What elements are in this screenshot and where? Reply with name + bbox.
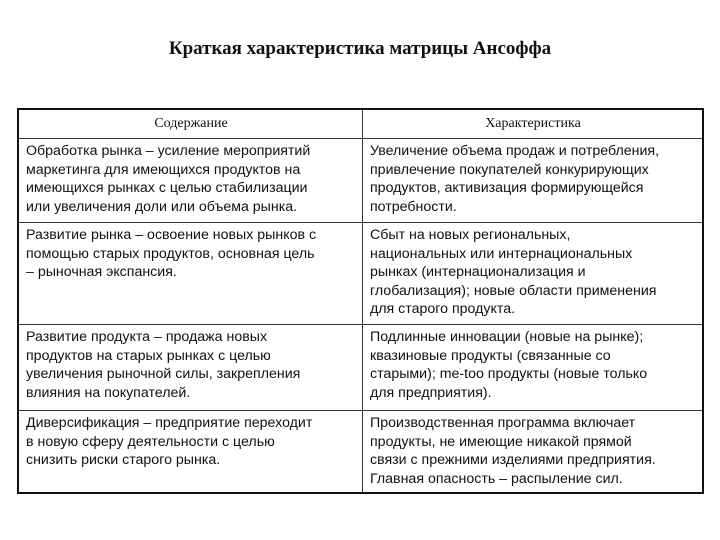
cell-line: продуктов на старых рынках с целью [26, 347, 271, 364]
cell-line: для старого продукта. [370, 301, 516, 317]
cell-line: Сбыт на новых региональных, [370, 227, 571, 243]
cell-line: в новую сферу деятельности с целью [26, 433, 275, 450]
cell-line: продукты, не имеющие никакой прямой [370, 433, 632, 450]
header-content: Содержание [18, 109, 363, 139]
cell-line: снизить риски старого рынка. [26, 452, 221, 468]
page-title: Краткая характеристика матрицы Ансоффа [168, 38, 552, 59]
cell-line: Развитие рынка – освоение новых рынков с [26, 227, 317, 243]
cell-line: рынках (интернационализация и [370, 264, 586, 280]
cell-line: Диверсификация – предприятие переходит [26, 415, 313, 431]
cell-line: старыми); me-too продукты (новые только [370, 366, 648, 382]
cell-line: имеющихся рынках с целью стабилизации [26, 180, 308, 196]
cell-line: увеличения рыночной силы, закрепления [26, 366, 301, 382]
table-row [18, 223, 703, 325]
cell-characteristic [363, 325, 704, 411]
table-row [18, 411, 703, 493]
cell-content [18, 139, 363, 223]
cell-content [18, 411, 363, 493]
cell-line: для предприятия). [370, 384, 492, 401]
cell-line: связи с прежними изделиями предприятия. [370, 452, 656, 468]
cell-line: Развитие продукта – продажа новых [26, 329, 268, 345]
cell-line: влияния на покупателей. [26, 384, 191, 401]
cell-line: продуктов, активизация формирующейся [370, 180, 644, 196]
table-header-row [18, 109, 703, 139]
cell-line: квазиновые продукты (связанные со [370, 347, 611, 364]
cell-line: национальных или интернациональных [370, 245, 633, 262]
table-row [18, 325, 703, 411]
cell-line: маркетинга для имеющихся продуктов на [26, 161, 301, 178]
header-characteristic: Характеристика [363, 109, 704, 139]
cell-line: глобализация); новые области применения [370, 282, 657, 299]
cell-content [18, 223, 363, 325]
cell-characteristic [363, 139, 704, 223]
cell-characteristic [363, 411, 704, 493]
cell-line: Увеличение объема продаж и потребления, [370, 143, 660, 159]
cell-line: или увеличения доли или объема рынка. [26, 198, 298, 215]
cell-line: Обработка рынка – усиление мероприятий [26, 143, 311, 159]
ansoff-matrix-table [17, 108, 704, 494]
cell-line: помощью старых продуктов, основная цель [26, 245, 315, 262]
cell-line: привлечение покупателей конкурирующих [370, 161, 649, 178]
cell-characteristic [363, 223, 704, 325]
cell-line: Главная опасность – распыление сил. [370, 470, 623, 487]
cell-line: потребности. [370, 198, 457, 215]
table-row [18, 139, 703, 223]
cell-content [18, 325, 363, 411]
cell-line: – рыночная экспансия. [26, 264, 177, 280]
cell-line: Подлинные инновации (новые на рынке); [370, 329, 644, 345]
cell-line: Производственная программа включает [370, 415, 636, 431]
